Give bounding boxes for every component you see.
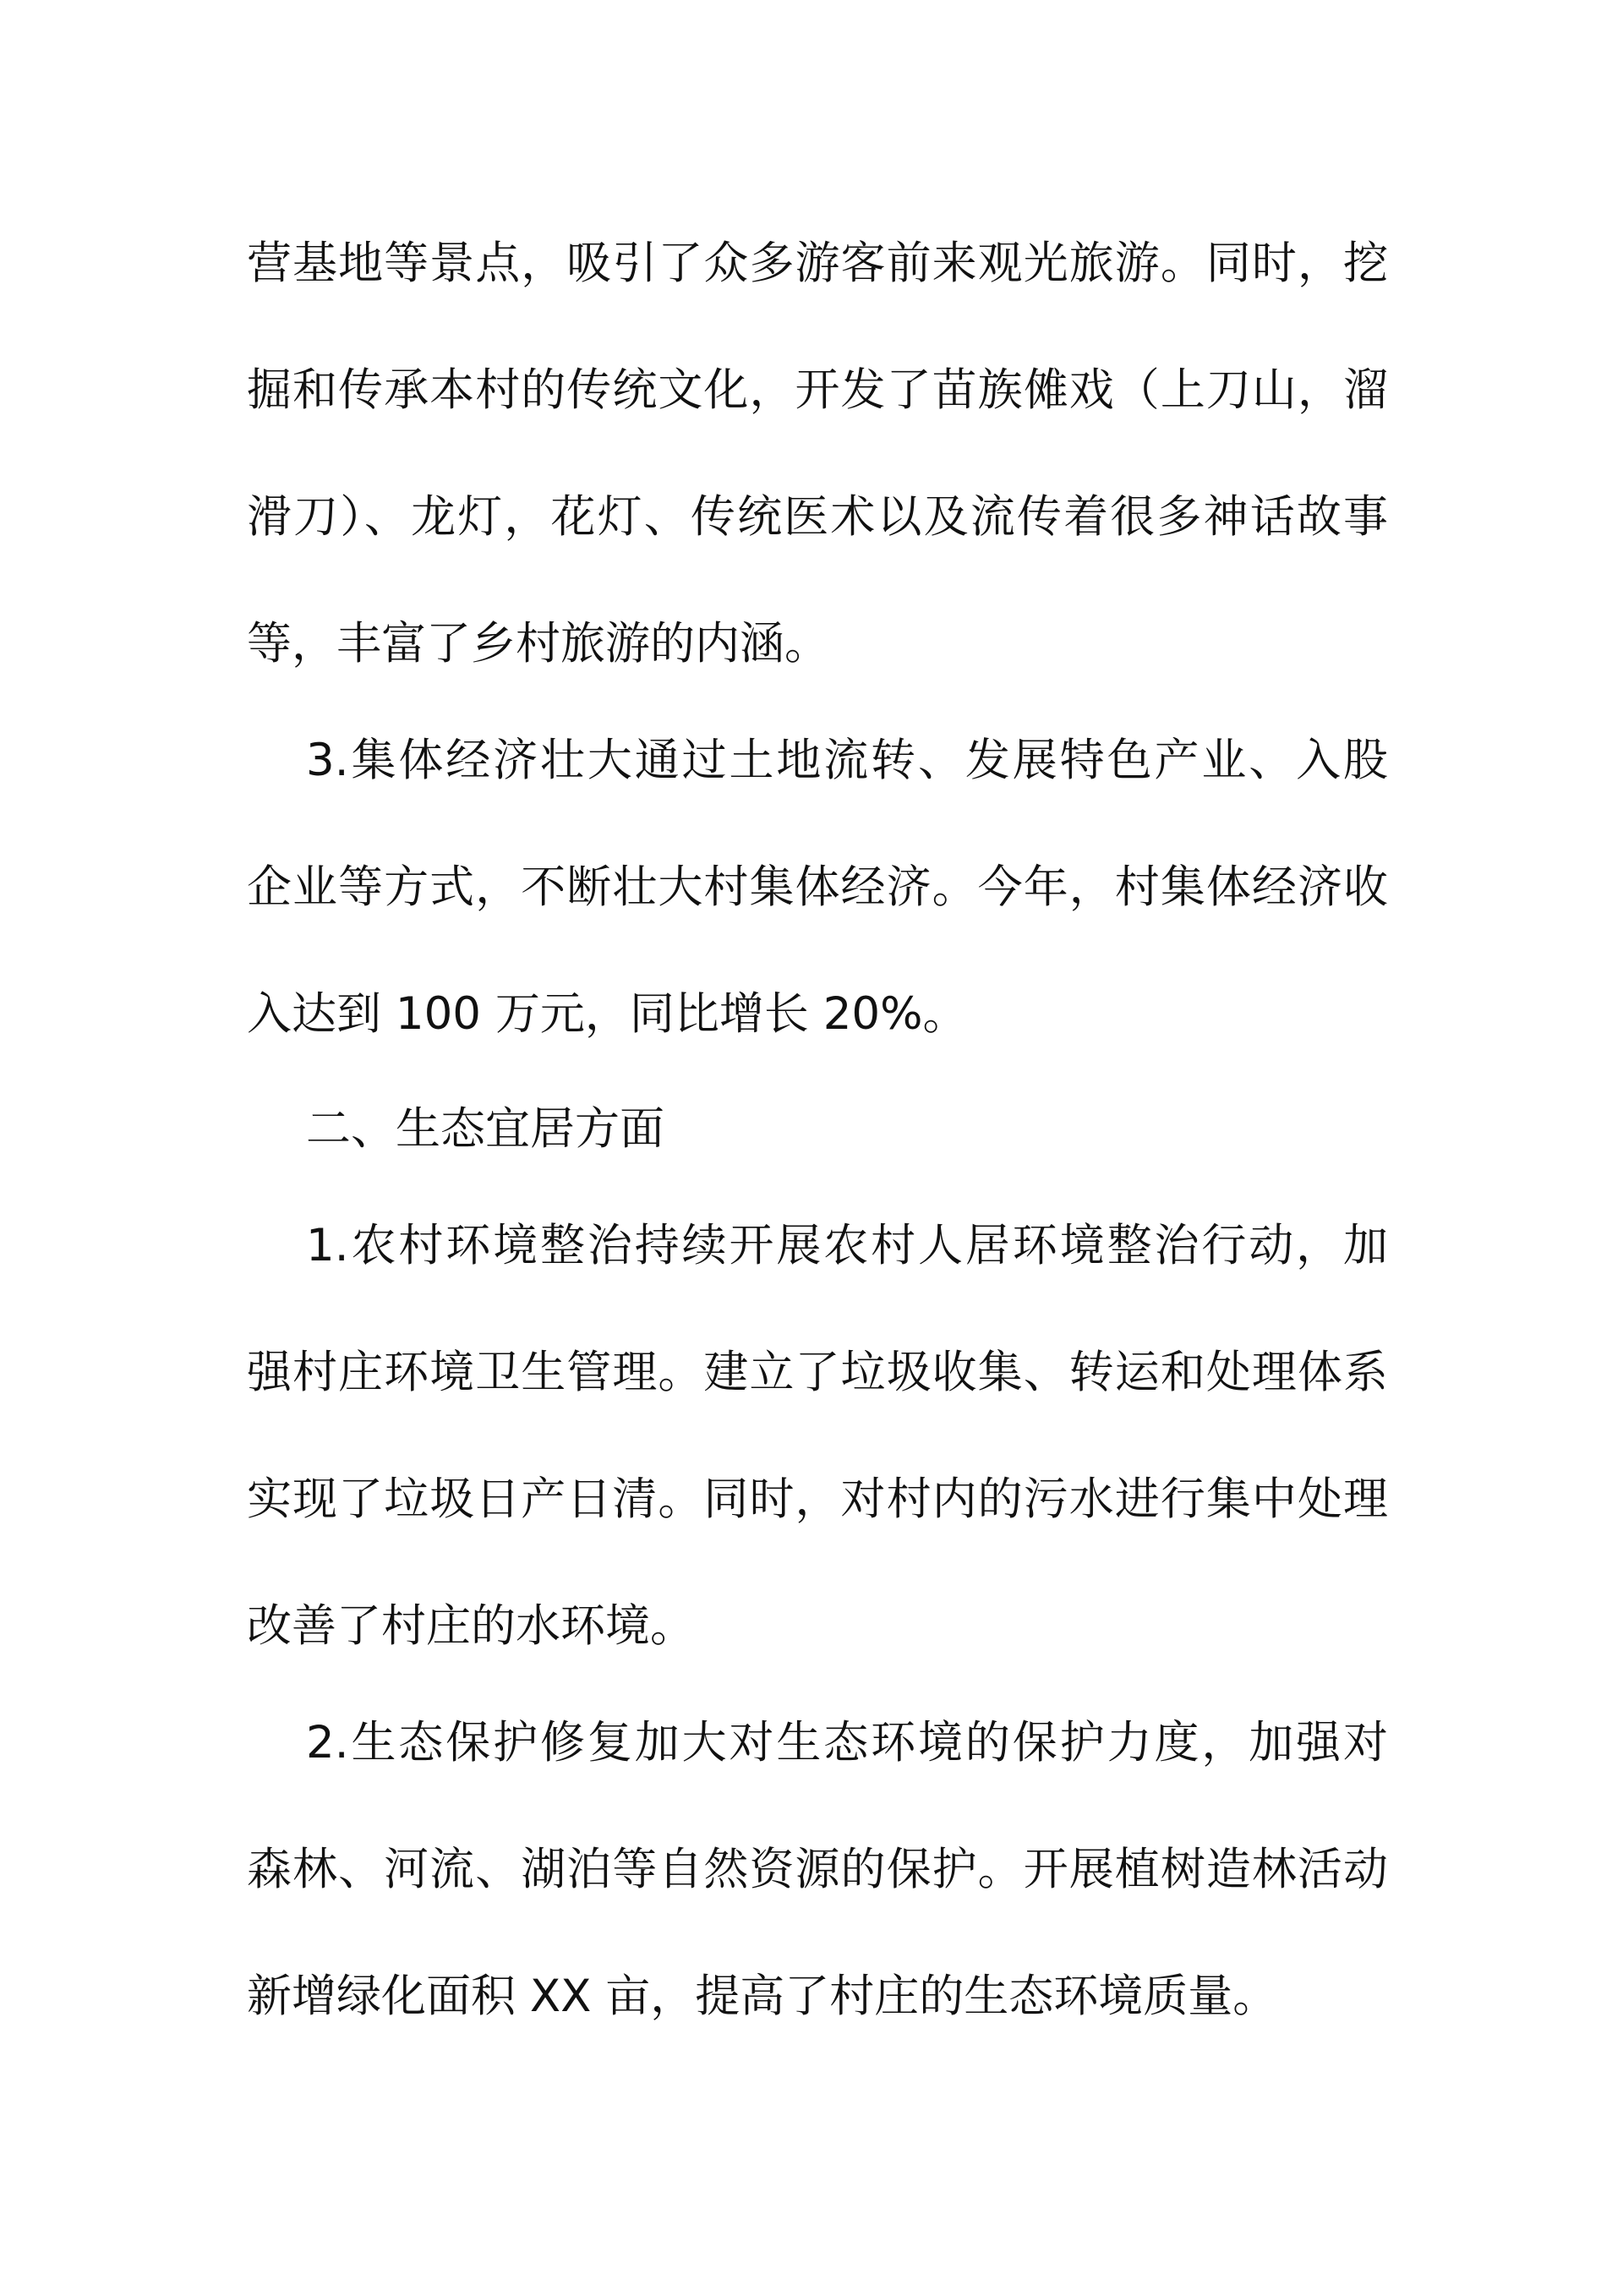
text-line-9: 1.农村环境整治持续开展农村人居环境整治行动，加 <box>306 1220 1388 1271</box>
text-line-11: 实现了垃圾日产日清。同时，对村内的污水进行集中处理 <box>247 1473 1388 1525</box>
text-line-5: 3.集体经济壮大通过土地流转、发展特色产业、入股 <box>306 735 1388 786</box>
text-line-12: 改善了村庄的水环境。 <box>247 1600 695 1652</box>
text-line-4: 等，丰富了乡村旅游的内涵。 <box>247 618 829 670</box>
text-line-7: 入达到 100 万元，同比增长 20%。 <box>247 988 968 1040</box>
text-line-10: 强村庄环境卫生管理。建立了垃圾收集、转运和处理体系 <box>247 1347 1388 1398</box>
text-line-13: 2.生态保护修复加大对生态环境的保护力度，加强对 <box>306 1717 1388 1768</box>
text-line-6: 企业等方式，不断壮大村集体经济。今年，村集体经济收 <box>247 861 1388 913</box>
text-line-2: 掘和传承本村的传统文化，开发了苗族傩戏（上刀山，溜 <box>247 364 1388 416</box>
section-heading: 二、生态宜居方面 <box>306 1103 664 1155</box>
text-line-1: 营基地等景点，吸引了众多游客前来观光旅游。同时，挖 <box>247 238 1388 289</box>
text-line-15: 新增绿化面积 XX 亩，提高了村庄的生态环境质量。 <box>247 1971 1278 2022</box>
text-line-14: 森林、河流、湖泊等自然资源的保护。开展植树造林活动 <box>247 1844 1388 1895</box>
text-line-3: 滑刀）、龙灯，花灯、传统医术以及流传着很多神话故事 <box>247 491 1388 543</box>
